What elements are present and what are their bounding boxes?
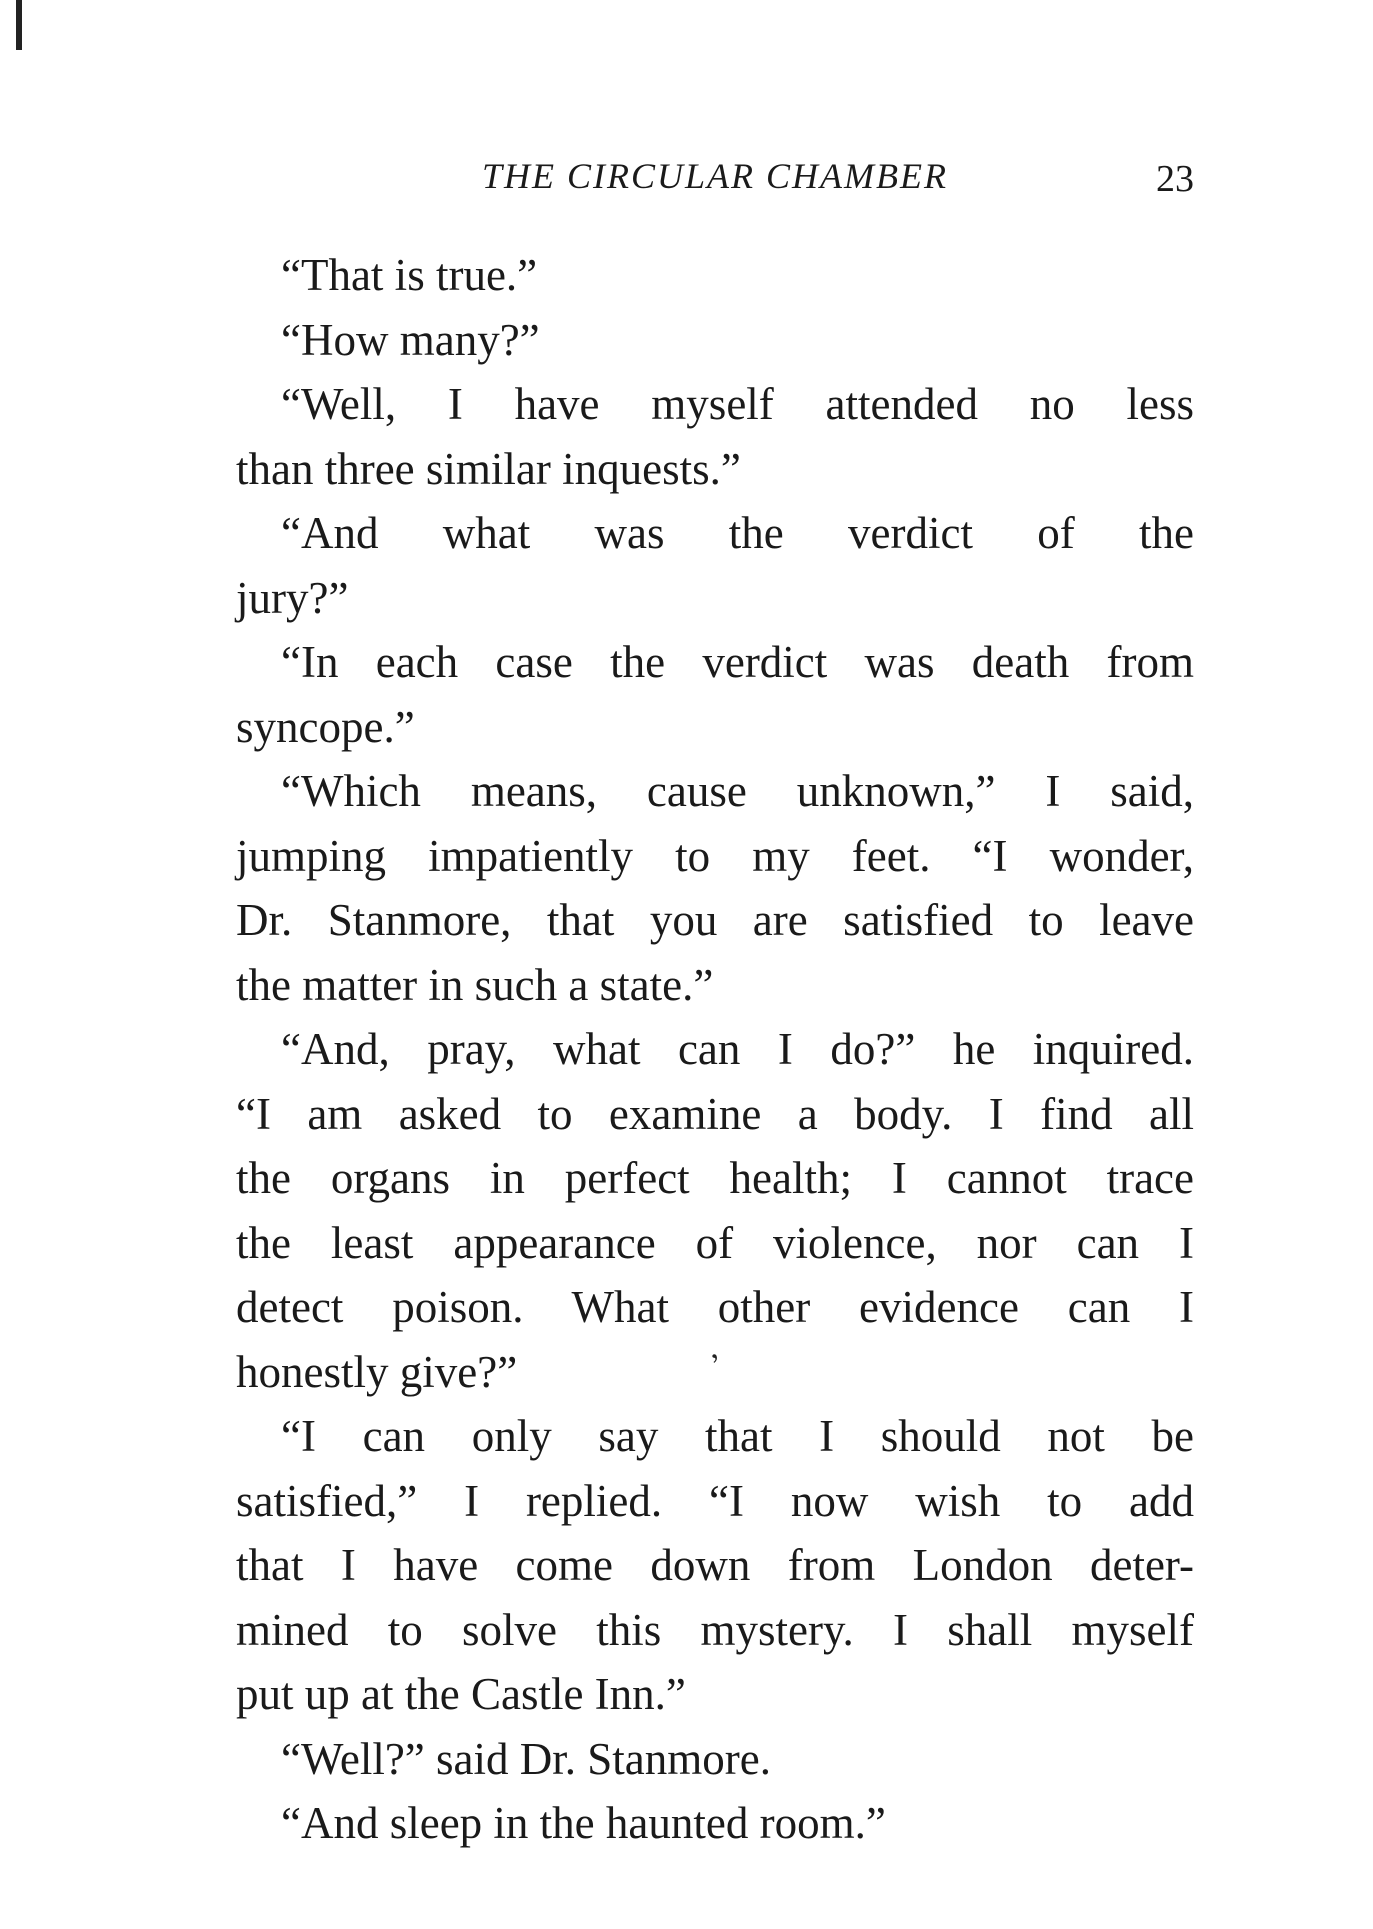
text-line: “I am asked to examine a body. I find all — [236, 1088, 1194, 1139]
text-line: “And sleep in the haunted room.” — [281, 1798, 886, 1848]
text-line: “Which means, cause unknown,” I said, — [281, 766, 1194, 816]
text-line: jumping impatiently to my feet. “I wonder, — [236, 830, 1194, 881]
running-title: THE CIRCULAR CHAMBER — [482, 156, 948, 196]
text-line: “Well, I have myself attended no less — [281, 379, 1194, 429]
page-number: 23 — [1156, 158, 1194, 200]
text-line: syncope.” — [236, 701, 415, 752]
text-line: “How many?” — [281, 314, 540, 365]
text-line: put up at the Castle Inn.” — [236, 1669, 686, 1719]
text-line: “That is true.” — [281, 250, 538, 300]
text-line: “And what was the verdict of the — [281, 508, 1194, 558]
text-line: than three similar inquests.” — [236, 443, 741, 494]
text-line: honestly give?” — [236, 1346, 518, 1397]
text-line: the organs in perfect health; I cannot trace — [236, 1153, 1194, 1203]
text-line: the least appearance of violence, nor can I — [236, 1217, 1194, 1268]
body-text — [236, 243, 1194, 1856]
margin-ink-mark — [16, 0, 22, 50]
text-line: Dr. Stanmore, that you are satisfied to leave — [236, 895, 1194, 945]
text-line: “And, pray, what can I do?” he inquired. — [281, 1024, 1194, 1074]
text-line: “In each case the verdict was death from — [281, 637, 1194, 687]
text-line: detect poison. What other evidence can I — [236, 1282, 1194, 1332]
page-header — [236, 155, 1194, 205]
text-line: satisfied,” I replied. “I now wish to add — [236, 1475, 1194, 1526]
text-line: “I can only say that I should not be — [281, 1411, 1194, 1461]
stray-pen-mark-icon: ʼ — [705, 1345, 729, 1383]
text-line: “Well?” said Dr. Stanmore. — [281, 1733, 771, 1784]
text-line: jury?” — [236, 572, 349, 623]
text-line: mined to solve this mystery. I shall myself — [236, 1604, 1194, 1655]
text-line: the matter in such a state.” — [236, 959, 714, 1010]
text-line: that I have come down from London deter- — [236, 1540, 1194, 1590]
